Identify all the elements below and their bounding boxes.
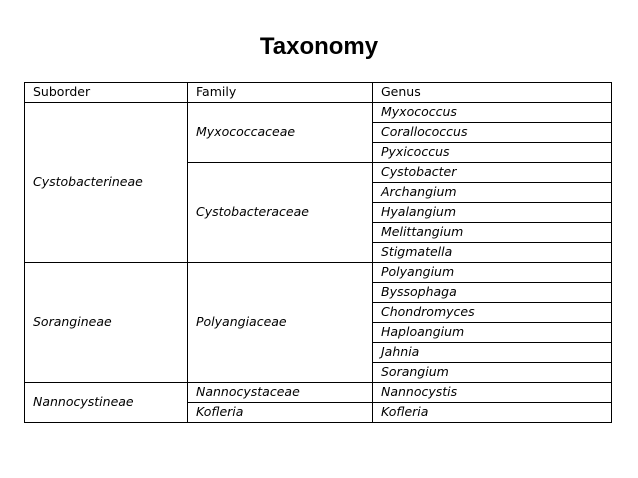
- genus-cell: Sorangium: [373, 363, 612, 383]
- table-row: [25, 383, 612, 403]
- table-row: [25, 263, 612, 283]
- suborder-cell: Nannocystineae: [25, 383, 188, 423]
- genus-cell: Corallococcus: [373, 123, 612, 143]
- genus-cell: Jahnia: [373, 343, 612, 363]
- header-row: [25, 83, 612, 103]
- suborder-cell: Sorangineae: [25, 263, 188, 383]
- genus-cell: Cystobacter: [373, 163, 612, 183]
- family-cell: Kofleria: [188, 403, 373, 423]
- genus-cell: Haploangium: [373, 323, 612, 343]
- table-row: [25, 103, 612, 123]
- family-cell: Nannocystaceae: [188, 383, 373, 403]
- table-body: [25, 103, 612, 423]
- genus-cell: Melittangium: [373, 223, 612, 243]
- column-header-suborder: Suborder: [25, 83, 188, 103]
- column-header-family: Family: [188, 83, 373, 103]
- genus-cell: Polyangium: [373, 263, 612, 283]
- page-title: Taxonomy: [259, 33, 379, 60]
- genus-cell: Stigmatella: [373, 243, 612, 263]
- suborder-cell: Cystobacterineae: [25, 103, 188, 263]
- table-header: [25, 83, 612, 103]
- family-cell: Polyangiaceae: [188, 263, 373, 383]
- genus-cell: Pyxicoccus: [373, 143, 612, 163]
- taxonomy-table: [24, 82, 612, 423]
- family-cell: Myxococcaceae: [188, 103, 373, 163]
- genus-cell: Hyalangium: [373, 203, 612, 223]
- family-cell: Cystobacteraceae: [188, 163, 373, 263]
- genus-cell: Myxococcus: [373, 103, 612, 123]
- genus-cell: Chondromyces: [373, 303, 612, 323]
- genus-cell: Kofleria: [373, 403, 612, 423]
- genus-cell: Byssophaga: [373, 283, 612, 303]
- genus-cell: Archangium: [373, 183, 612, 203]
- genus-cell: Nannocystis: [373, 383, 612, 403]
- column-header-genus: Genus: [373, 83, 612, 103]
